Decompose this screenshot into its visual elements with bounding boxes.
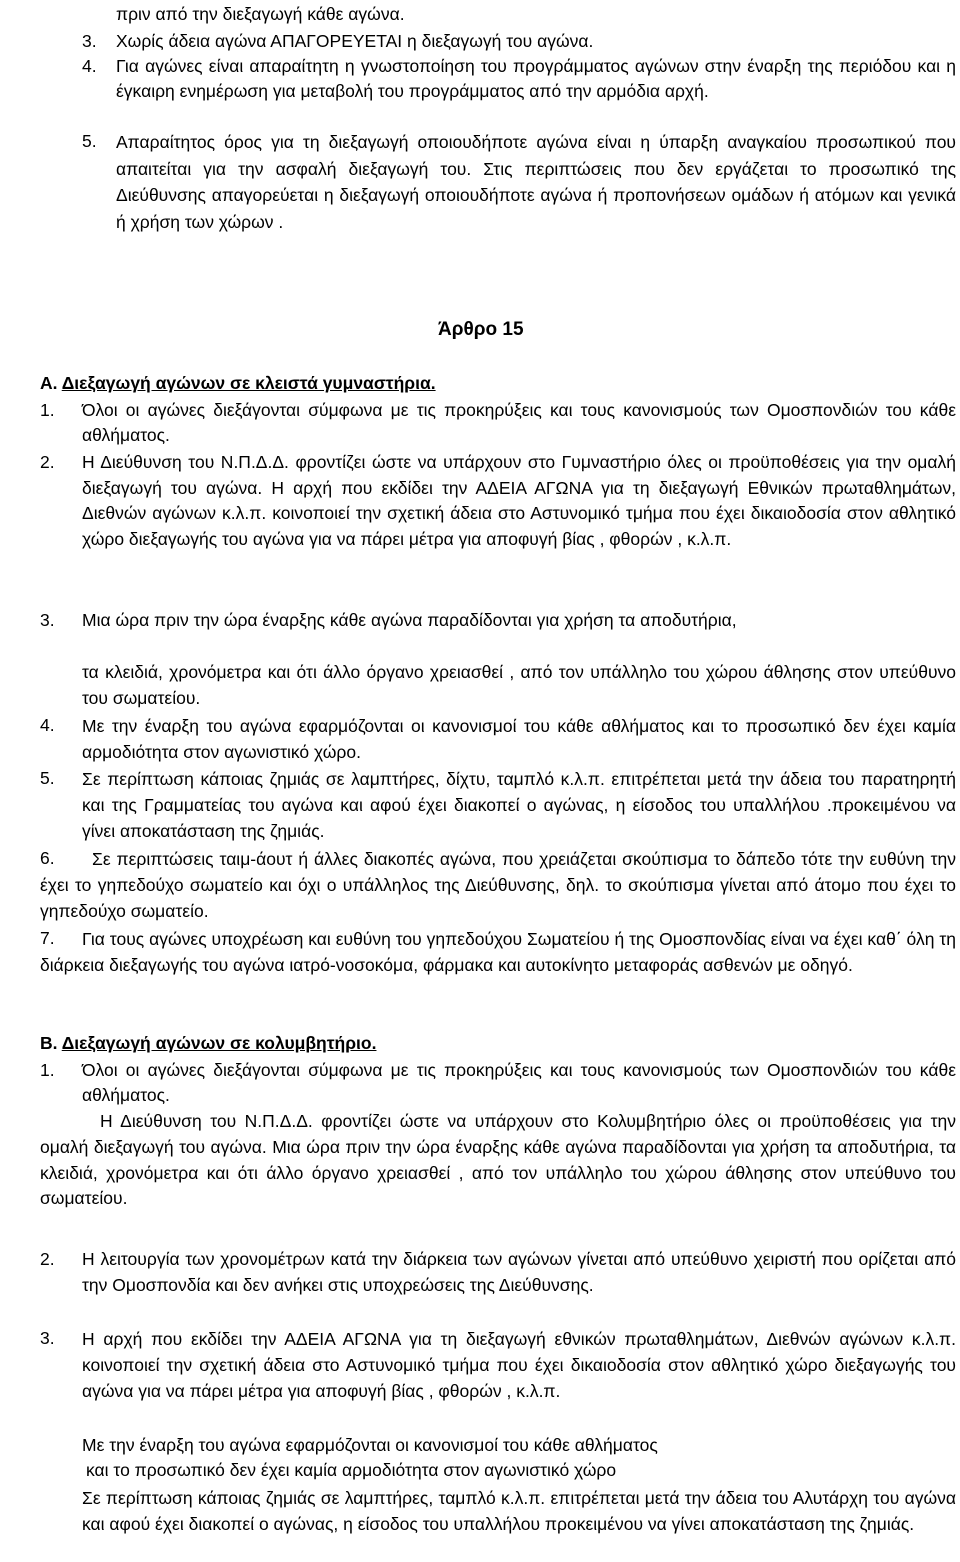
item-text: Η Διεύθυνση του Ν.Π.Δ.Δ. φροντίζει ώστε να υπάρχουν στο Γυμναστήριο όλες οι προϋποθέσεις για την ομαλή διεξαγωγή του αγώνα. Η αρχή που εκδίδει την ΑΔΕΙΑ ΑΓΩΝΑ για τη διεξαγωγή Εθνικών πρωταθλημάτων, Διεθνών αγώνων κ.λ.π. κοινοποιεί την σχετική άδεια στο Αστυνομικό τμήμα που έχει δικαιοδοσία στον αθλητικό χώρο διεξαγωγής του αγώνα για να πάρει μέτρα για αποφυγή βίας , φθορών , κ.λ.π. xyxy=(82,452,956,549)
item-text: Η λειτουργία των χρονομέτρων κατά την διάρκεια των αγώνων γίνεται από υπεύθυνο χειριστή που ορίζεται από την Ομοσπονδία και δεν ανήκει στις υποχρεώσεις της Διεύθυνσης. xyxy=(82,1249,956,1295)
article-title: Άρθρο 15 xyxy=(438,319,524,340)
item-text: Μια ώρα πριν την ώρα έναρξης κάθε αγώνα παραδίδονται για χρήση τα αποδυτήρια, xyxy=(82,610,737,630)
item-text: Για τους αγώνες υποχρέωση και ευθύνη του γηπεδούχου Σωματείου ή της Ομοσπονδίας είναι να έχει καθ΄ όλη τη διάρκεια διεξαγωγής του αγώνα ιατρό-νοσοκόμα, φάρμακα και αυτοκίνητο μεταφοράς ασθενών με οδηγό. xyxy=(40,929,956,975)
item-text: Όλοι οι αγώνες διεξάγονται σύμφωνα με τις προκηρύξεις και τους κανονισμούς των Ομοσπονδιών του κάθε αθλήματος. xyxy=(82,1060,956,1105)
item-text: Με την έναρξη του αγώνα εφαρμόζονται οι κανονισμοί του κάθε αθλήματος xyxy=(82,1435,658,1455)
item-number: 6. xyxy=(40,848,55,868)
item-number: 7. xyxy=(40,928,55,948)
item-number: 1. xyxy=(40,1060,55,1080)
item-text: Με την έναρξη του αγώνα εφαρμόζονται οι κανονισμοί του κάθε αθλήματος και το προσωπικό δεν έχει καμία αρμοδιότητα στον αγωνιστικό χώρο. xyxy=(82,716,956,762)
item-text: Για αγώνες είναι απαραίτητη η γνωστοποίηση του προγράμματος αγώνων στην έναρξη της περιόδου και η έγκαιρη ενημέρωση για μεταβολή του προγράμματος από την αρμόδια αρχή. xyxy=(116,56,956,101)
item-number: 3. xyxy=(40,1328,55,1348)
section-b-letter: Β. xyxy=(40,1033,58,1053)
item-number: 1. xyxy=(40,400,55,420)
item-number: 2. xyxy=(40,1249,55,1269)
item-number: 5. xyxy=(40,768,55,788)
section-a-heading xyxy=(40,371,436,396)
item-number: 3. xyxy=(40,610,55,630)
item-number: 3. xyxy=(82,31,97,51)
item-text: Η αρχή που εκδίδει την ΑΔΕΙΑ ΑΓΩΝΑ για τη διεξαγωγή εθνικών πρωταθλημάτων, Διεθνών αγώνων κ.λ.π. κοινοποιεί την σχετική άδεια στο Αστυνομικό τμήμα που έχει δικαιοδοσία στον αθλητικό χώρο διεξαγωγής του αγώνα για να πάρει μέτρα για αποφυγή βίας , φθορών , κ.λ.π. xyxy=(82,1329,956,1401)
item-text: Απαραίτητος όρος για τη διεξαγωγή οποιουδήποτε αγώνα είναι η ύπαρξη αναγκαίου προσωπικού που απαιτείται για την ασφαλή διεξαγωγή του. Στις περιπτώσεις που δεν εργάζεται το προσωπικό της Διεύθυνσης απαγορεύεται η διεξαγωγή οποιουδήποτε αγώνα ή προπονήσεων ομάδων ή ατόμων και γενικά ή χρήση των χώρων . xyxy=(116,132,956,232)
section-a-letter: Α. xyxy=(40,373,58,393)
item-number: 4. xyxy=(40,715,55,735)
section-b-heading xyxy=(40,1031,376,1056)
item-text: Σε περίπτωση κάποιας ζημιάς σε λαμπτήρες, δίχτυ, ταμπλό κ.λ.π. επιτρέπεται μετά την άδεια του παρατηρητή και της Γραμματείας του αγώνα και αφού έχει διακοπεί ο αγώνας, η είσοδος του υπαλλήλου .προκειμένου να γίνει αποκατάσταση της ζημιάς. xyxy=(82,769,956,841)
item-number: 4. xyxy=(82,56,97,76)
item-continuation: τα κλειδιά, χρονόμετρα και ότι άλλο όργανο χρειασθεί , από τον υπάλληλο του χώρου άθλησης στον υπεύθυνο του σωματείου. xyxy=(82,662,956,708)
item-number: 5. xyxy=(82,131,97,151)
section-a-title: Διεξαγωγή αγώνων σε κλειστά γυμναστήρια. xyxy=(61,373,436,393)
item-text: Σε περίπτωση κάποιας ζημιάς σε λαμπτήρες, ταμπλό κ.λ.π. επιτρέπεται μετά την άδεια του Αλυτάρχη του αγώνα και αφού έχει διακοπεί ο αγώνας, η είσοδος του υπαλλήλου προκειμένου να γίνει αποκατάσταση της ζημιάς. xyxy=(82,1488,956,1534)
item-text: Χωρίς άδεια αγώνα ΑΠΑΓΟΡΕΥΕΤΑΙ η διεξαγωγή του αγώνα. xyxy=(116,31,594,51)
intro-line: πριν από την διεξαγωγή κάθε αγώνα. xyxy=(116,4,405,24)
item-text: Σε περιπτώσεις ταιμ-άουτ ή άλλες διακοπές αγώνα, που χρειάζεται σκούπισμα το δάπεδο τότε την ευθύνη την έχει το γηπεδούχο σωματείο και όχι ο υπάλληλος της Διεύθυνσης, δηλ. το σκούπισμα γίνεται από άτομο που έχει το γηπεδούχο σωματείο. xyxy=(40,849,956,921)
item-text: Η Διεύθυνση του Ν.Π.Δ.Δ. φροντίζει ώστε να υπάρχουν στο Κολυμβητήριο όλες οι προϋποθέσεις για την ομαλή διεξαγωγή του αγώνα. Μια ώρα πριν την ώρα έναρξης κάθε αγώνα παραδίδονται για χρήση τα αποδυτήρια, τα κλειδιά, χρονόμετρα και ότι άλλο όργανο χρειασθεί , από τον υπάλληλο του χώρου άθλησης στον υπεύθυνο του σωματείου. xyxy=(40,1111,956,1209)
item-text: Όλοι οι αγώνες διεξάγονται σύμφωνα με τις προκηρύξεις και τους κανονισμούς των Ομοσπονδιών του κάθε αθλήματος. xyxy=(82,400,956,445)
section-b-title: Διεξαγωγή αγώνων σε κολυμβητήριο. xyxy=(61,1033,377,1053)
item-number: 2. xyxy=(40,452,55,472)
item-text: και το προσωπικό δεν έχει καμία αρμοδιότητα στον αγωνιστικό χώρο xyxy=(86,1460,617,1480)
